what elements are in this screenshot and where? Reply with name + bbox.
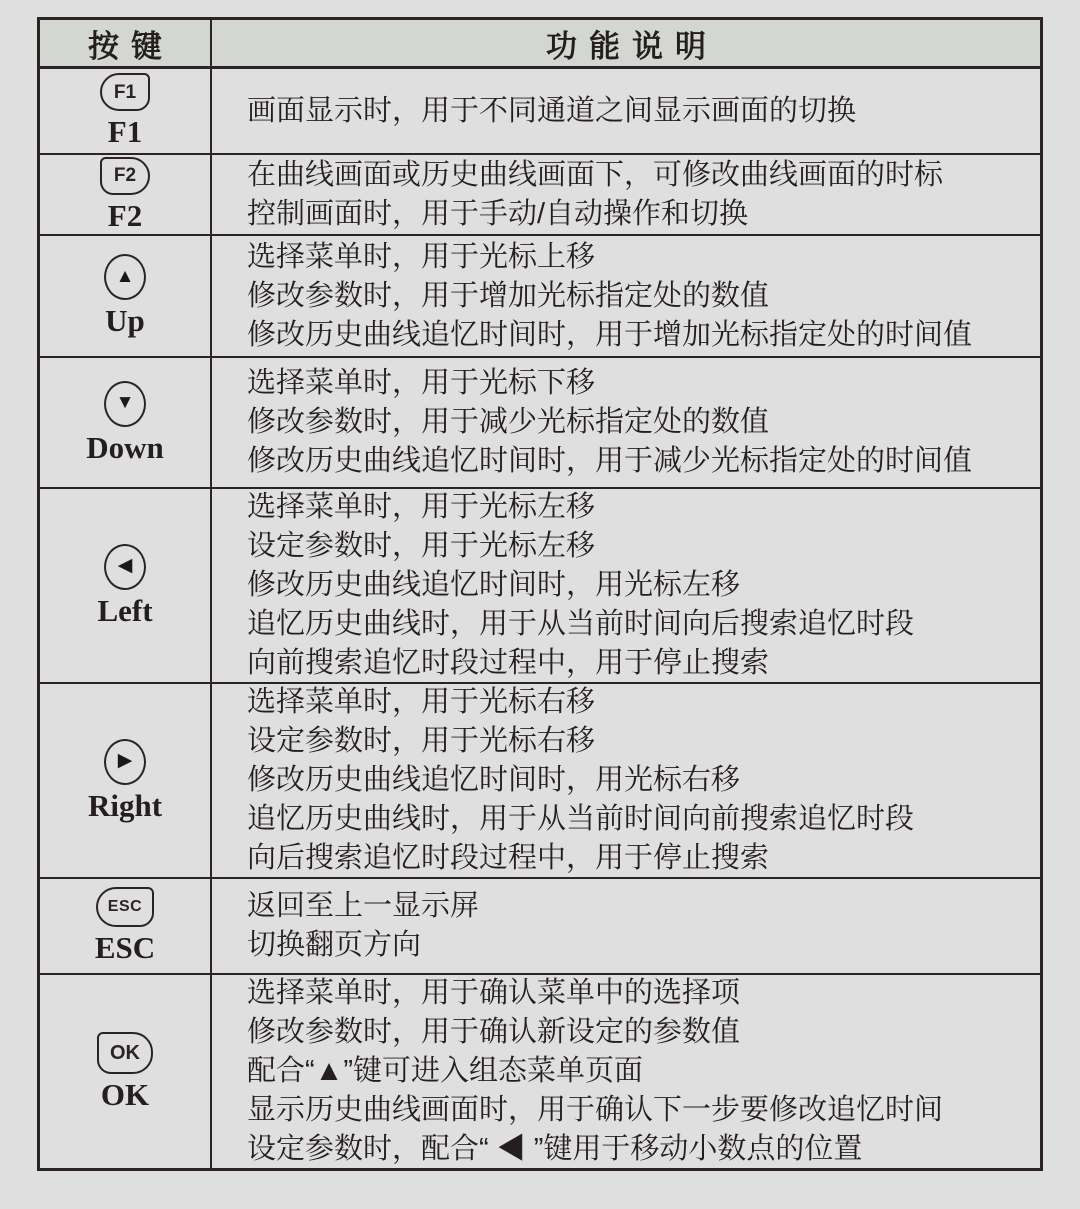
- key-cell: [40, 358, 212, 487]
- desc-line: 显示历史曲线画面时，用于确认下一步要修改追忆时间: [247, 1094, 944, 1126]
- right-triangle-glyph: ▶: [117, 750, 133, 771]
- desc-line: 选择菜单时，用于光标上移: [247, 240, 596, 273]
- desc-cell: [212, 236, 1040, 356]
- desc-line: 配合“▲”键可进入组态菜单页面: [247, 1055, 644, 1087]
- esc-keycap-icon: ESC: [96, 887, 154, 927]
- desc-line: 返回至上一显示屏: [247, 890, 480, 922]
- desc-line: 设定参数时，用于光标左移: [247, 530, 596, 562]
- header-key-column: 按键: [40, 20, 212, 66]
- ok-keycap-icon: OK: [97, 1032, 153, 1074]
- desc-line: 追忆历史曲线时，用于从当前时间向前搜索追忆时段: [247, 803, 915, 835]
- desc-cell: [212, 489, 1040, 682]
- key-cell: [40, 155, 212, 234]
- desc-line: 修改历史曲线追忆时间时，用于增加光标指定处的时间值: [247, 318, 973, 351]
- f2-keycap-icon: F2: [100, 157, 150, 195]
- f1-keycap-icon: F1: [100, 73, 150, 111]
- desc-line: 选择菜单时，用于光标右移: [247, 686, 596, 718]
- left-triangle-glyph: ◀: [117, 555, 133, 576]
- table-row-esc: [40, 879, 1040, 975]
- desc-line: 切换翻页方向: [247, 929, 422, 961]
- key-label: F1: [107, 114, 143, 149]
- table-row-up: [40, 236, 1040, 358]
- desc-cell: [212, 69, 1040, 153]
- key-cell: [40, 975, 212, 1168]
- desc-line: 设定参数时，用于光标右移: [247, 725, 596, 757]
- down-arrow-key-icon: [104, 381, 146, 427]
- desc-cell: [212, 684, 1040, 877]
- desc-line: 向前搜索追忆时段过程中，用于停止搜索: [247, 647, 770, 679]
- table-header-row: [40, 20, 1040, 69]
- desc-line: 设定参数时，配合“ ◀ ”键用于移动小数点的位置: [247, 1133, 863, 1165]
- desc-line: 选择菜单时，用于光标下移: [247, 367, 596, 399]
- desc-line: 修改参数时，用于增加光标指定处的数值: [247, 279, 770, 312]
- key-label: Down: [86, 429, 164, 465]
- key-label: OK: [100, 1076, 150, 1112]
- desc-line: 选择菜单时，用于光标左移: [247, 491, 596, 523]
- down-triangle-glyph: ▼: [115, 392, 135, 413]
- desc-line: 修改历史曲线追忆时间时，用光标左移: [247, 569, 741, 601]
- table-row-ok: [40, 975, 1040, 1168]
- key-cell: [40, 684, 212, 877]
- key-cell: [40, 489, 212, 682]
- desc-line: 修改历史曲线追忆时间时，用于减少光标指定处的时间值: [247, 445, 973, 477]
- key-label: F2: [107, 197, 143, 233]
- desc-line: 追忆历史曲线时，用于从当前时间向后搜索追忆时段: [247, 608, 915, 640]
- key-label: ESC: [94, 930, 156, 965]
- desc-cell: [212, 975, 1040, 1168]
- table-row-down: [40, 358, 1040, 489]
- left-arrow-key-icon: [104, 544, 146, 590]
- desc-line: 控制画面时，用于手动/自动操作和切换: [247, 197, 749, 230]
- desc-line: 选择菜单时，用于确认菜单中的选择项: [247, 977, 741, 1009]
- key-label: Right: [87, 787, 163, 823]
- desc-line: 在曲线画面或历史曲线画面下，可修改曲线画面的时标: [247, 158, 944, 191]
- up-triangle-glyph: ▲: [115, 265, 135, 287]
- key-label: Left: [97, 592, 153, 628]
- table-row-f1: [40, 69, 1040, 155]
- header-desc-column: 功能说明: [212, 20, 1040, 66]
- key-cell: [40, 236, 212, 356]
- desc-line: 画面显示时，用于不同通道之间显示画面的切换: [247, 94, 857, 127]
- desc-cell: [212, 358, 1040, 487]
- desc-cell: [212, 879, 1040, 973]
- key-function-table: [37, 17, 1043, 1171]
- up-arrow-key-icon: [104, 254, 146, 300]
- key-cell: [40, 69, 212, 153]
- desc-line: 修改历史曲线追忆时间时，用光标右移: [247, 764, 741, 796]
- desc-cell: [212, 155, 1040, 234]
- table-row-right: [40, 684, 1040, 879]
- key-label: Up: [105, 303, 145, 338]
- desc-line: 修改参数时，用于减少光标指定处的数值: [247, 406, 770, 438]
- desc-line: 向后搜索追忆时段过程中，用于停止搜索: [247, 842, 770, 874]
- table-row-f2: [40, 155, 1040, 236]
- key-cell: [40, 879, 212, 973]
- desc-line: 修改参数时，用于确认新设定的参数值: [247, 1016, 741, 1048]
- right-arrow-key-icon: [104, 739, 146, 785]
- table-row-left: [40, 489, 1040, 684]
